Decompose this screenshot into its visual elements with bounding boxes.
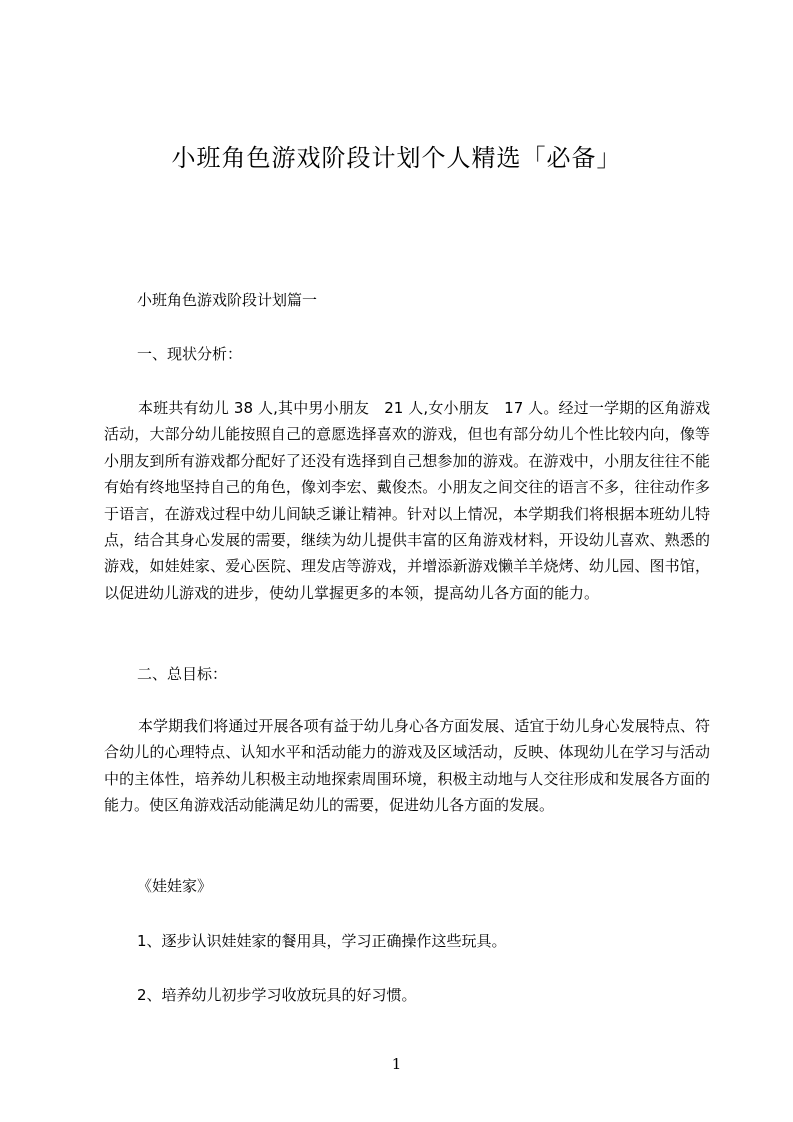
- list-item: 1、逐步认识娃娃家的餐用具，学习正确操作这些玩具。: [137, 932, 507, 950]
- paragraph-status-analysis: 本班共有幼儿 38 人,其中男小朋友 21 人,女小朋友 17 人。经过一学期的区角游戏活动，大部分幼儿能按照自己的意愿选择喜欢的游戏，但也有部分幼儿个性比较内向，像等小朋友到所有游戏都分配好了还没有选择到自己想参加的游戏。在游戏中，小朋友往往不能有始有终地坚持自己的角色，像刘李宏、戴俊杰。小朋友之间交往的语言不多，往往动作多于语言，在游戏过程中幼儿间缺乏谦让精神。针对以上情况，本学期我们将根据本班幼儿特点，结合其身心发展的需要，继续为幼儿提供丰富的区角游戏材料，开设幼儿喜欢、熟悉的游戏，如娃娃家、爱心医院、理发店等游戏，并增添新游戏懒羊羊烧烤、幼儿园、图书馆，以促进幼儿游戏的进步，使幼儿掌握更多的本领，提高幼儿各方面的能力。: [104, 399, 710, 602]
- list-item: 2、培养幼儿初步学习收放玩具的好习惯。: [137, 986, 417, 1004]
- document-title: 小班角色游戏阶段计划个人精选「必备」: [171, 144, 622, 172]
- game-title: 《娃娃家》: [137, 877, 213, 895]
- page-number: 1: [391, 1055, 402, 1073]
- section-title: 小班角色游戏阶段计划篇一: [137, 291, 318, 309]
- heading-status-analysis: 一、现状分析：: [137, 345, 243, 363]
- paragraph-overall-goal: 本学期我们将通过开展各项有益于幼儿身心各方面发展、适宜于幼儿身心发展特点、符合幼儿的心理特点、认知水平和活动能力的游戏及区域活动，反映、体现幼儿在学习与活动中的主体性，培养幼儿积极主动地探索周围环境，积极主动地与人交往形成和发展各方面的能力。使区角游戏活动能满足幼儿的需要，促进幼儿各方面的发展。: [104, 717, 710, 815]
- heading-overall-goal: 二、总目标：: [137, 665, 228, 683]
